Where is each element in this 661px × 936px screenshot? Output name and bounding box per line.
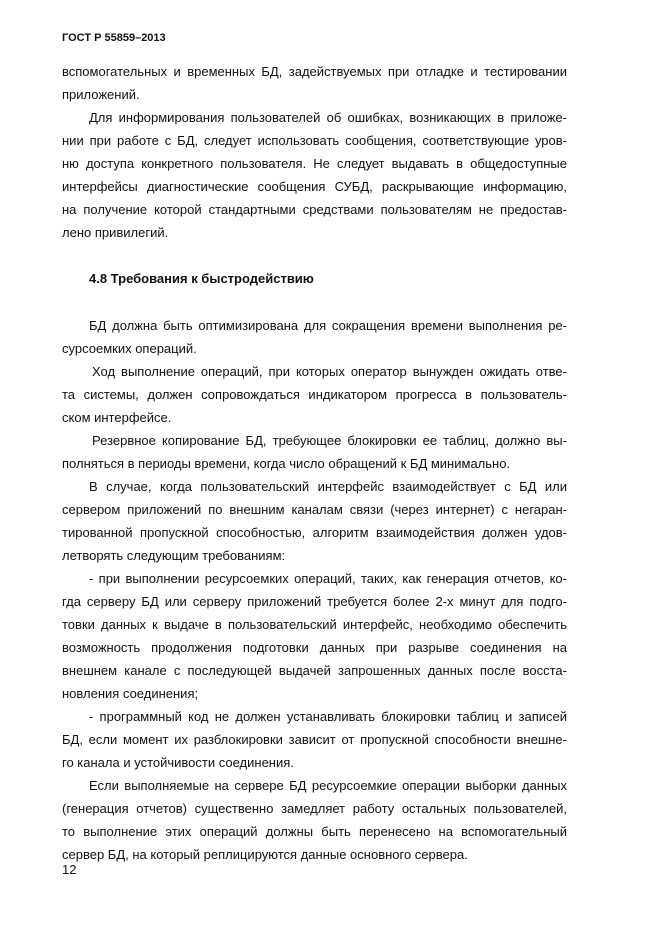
text-line: го канала и устойчивости соединения. — [62, 755, 294, 770]
document-header: ГОСТ Р 55859–2013 — [62, 32, 166, 44]
text-line: ском интерфейсе. — [62, 410, 172, 425]
text-line: сурсоемких операций. — [62, 341, 197, 356]
text-line: та системы, должен сопровождаться индикатором прогресса в пользователь- — [62, 387, 567, 402]
text-line: на получение которой стандартными средствами пользователям не предостав- — [62, 202, 567, 217]
text-line: вспомогательных и временных БД, задействуемых при отладке и тестировании — [62, 64, 567, 79]
text-line: Резервное копирование БД, требующее блокировки ее таблиц, должно вы- — [92, 433, 567, 448]
text-line: Ход выполнение операций, при которых оператор вынужден ожидать отве- — [92, 364, 567, 379]
text-line: Если выполняемые на сервере БД ресурсоемкие операции выборки данных — [89, 778, 567, 793]
text-line: товки данных к выдаче в пользовательский интерфейс, необходимо обеспечить — [62, 617, 567, 632]
text-line: (генерация отчетов) существенно замедляет работу остальных пользователей, — [62, 801, 567, 816]
text-line: - при выполнении ресурсоемких операций, таких, как генерация отчетов, ко- — [89, 571, 567, 586]
text-line: летворять следующим требованиям: — [62, 548, 286, 563]
section-heading: 4.8 Требования к быстродействию — [89, 271, 314, 286]
text-line: В случае, когда пользовательский интерфейс взаимодействует с БД или — [89, 479, 567, 494]
text-line: интерфейсы диагностические сообщения СУБД, раскрывающие информацию, — [62, 179, 567, 194]
text-line: гда серверу БД или серверу приложений требуется более 2-х минут для подго- — [62, 594, 567, 609]
text-line: Для информирования пользователей об ошибках, возникающих в приложе- — [89, 110, 567, 125]
text-line: БД, если момент их разблокировки зависит от пропускной способности внешне- — [62, 732, 567, 747]
text-line: то выполнение этих операций должны быть перенесено на вспомогательный — [62, 824, 567, 839]
text-line: - программный код не должен устанавливать блокировки таблиц и записей — [89, 709, 567, 724]
text-line: новления соединения; — [62, 686, 199, 701]
page-number: 12 — [62, 862, 77, 877]
text-line: приложений. — [62, 87, 140, 102]
text-line: внешнем канале с последующей выдачей запрошенных данных после восста- — [62, 663, 567, 678]
text-line: нии при работе с БД, следует использовать сообщения, соответствующие уров- — [62, 133, 567, 148]
text-line: ню доступа конкретного пользователя. Не следует выдавать в общедоступные — [62, 156, 567, 171]
text-line: возможность продолжения подготовки данных при разрыве соединения на — [62, 640, 567, 655]
text-line: полняться в периоды времени, когда число обращений к БД минимально. — [62, 456, 511, 471]
text-line: БД должна быть оптимизирована для сокращения времени выполнения ре- — [89, 318, 567, 333]
text-line: сервер БД, на который реплицируются данные основного сервера. — [62, 847, 468, 862]
text-line: лено привилегий. — [62, 225, 169, 240]
text-line: сервером приложений по внешним каналам связи (через интернет) с негаран- — [62, 502, 567, 517]
text-line: тированной пропускной способностью, алгоритм взаимодействия должен удов- — [62, 525, 567, 540]
